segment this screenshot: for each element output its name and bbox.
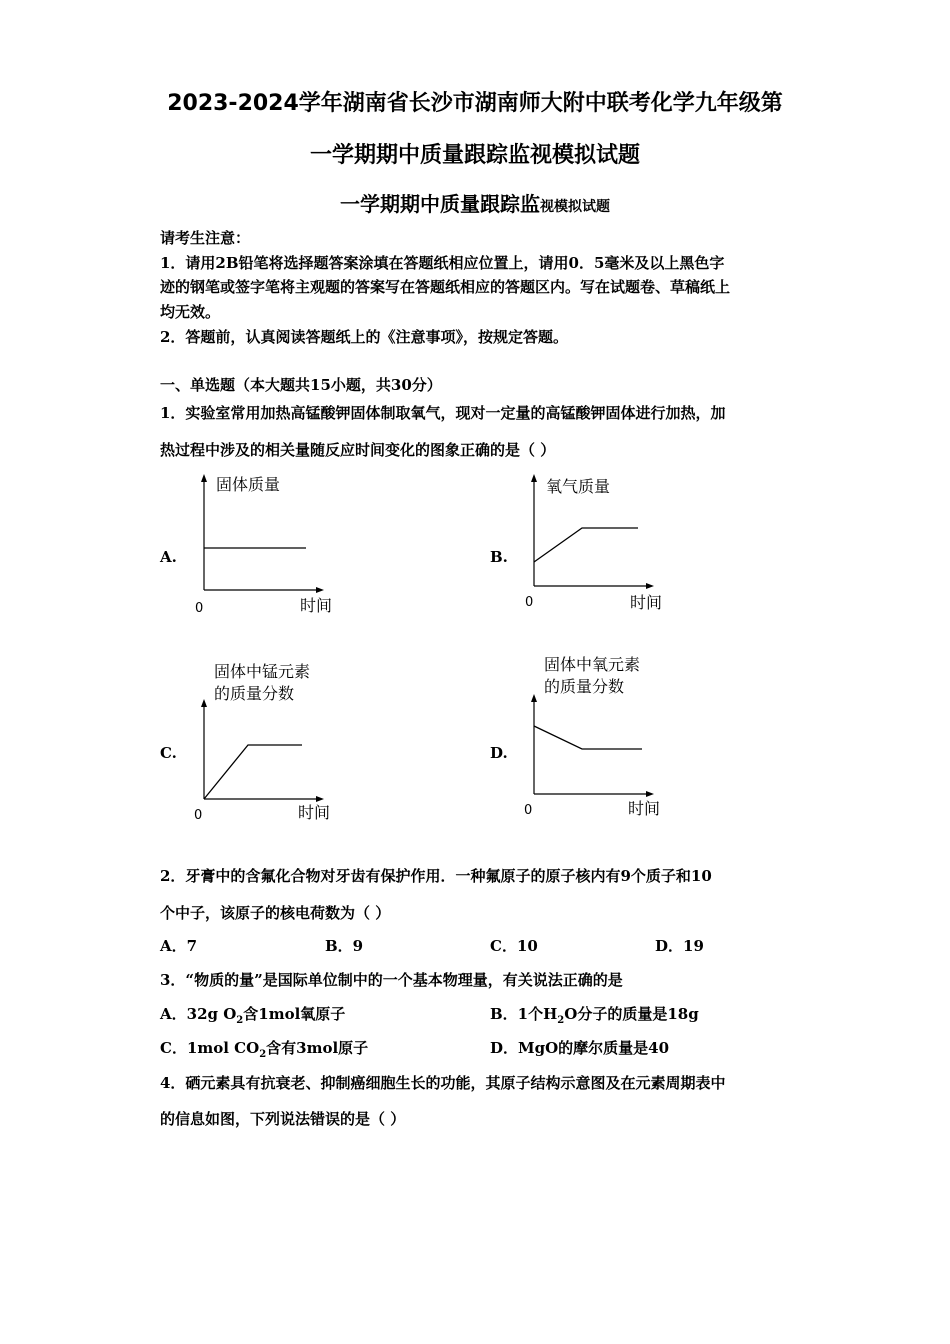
q2-option-a: A．7 [160,937,198,955]
q1-graph-b-curve [534,528,638,562]
exam-title-line3-small: 视模拟试题 [540,199,610,215]
q1-option-b-label: B. [490,548,508,566]
q4-stem-line2: 的信息如图，下列说法错误的是（ ） [160,1110,406,1128]
q2-option-c: C．10 [490,937,538,955]
notice-item1-line2: 迹的钢笔或签字笔将主观题的答案写在答题纸相应的答题区内。写在试题卷、草稿纸上 [160,278,731,296]
q1-graph-a [190,470,360,620]
q1-graph-c-y-arrow [201,699,207,707]
q1-graph-c-origin: 0 [194,808,203,823]
q1-graph-d-x-arrow [646,791,654,797]
q3-option-c-post: 含有3mol原子 [266,1039,369,1057]
q1-graph-d-xlabel: 时间 [628,799,661,818]
q1-graph-a-y-arrow [201,474,207,482]
q1-graph-b-origin: 0 [525,595,534,610]
q3-option-c-sub: 2 [259,1049,267,1060]
q1-graph-a-x-arrow [316,587,324,593]
notice-item1-line3: 均无效。 [160,303,221,321]
q1-graph-b-y-arrow [531,474,537,482]
q1-graph-c-ylabel2: 的质量分数 [214,684,295,703]
q3-option-c-pre: C．1mol CO [160,1039,260,1057]
q1-graph-d-curve [534,726,642,749]
q1-graph-a-xlabel: 时间 [300,596,333,615]
q3-stem: 3．“物质的量”是国际单位制中的一个基本物理量，有关说法正确的是 [160,971,623,989]
q2-option-b: B．9 [325,937,364,955]
q3-option-c [160,1037,368,1060]
q1-option-a-label: A. [160,548,177,566]
q2-option-d: D．19 [655,937,704,955]
q1-graph-b [520,470,690,620]
q3-option-b-pre: B．1个H [490,1005,558,1023]
q3-option-a-post: 含1mol氧原子 [243,1005,346,1023]
q1-graph-b-ylabel: 氧气质量 [546,477,611,496]
q2-stem-line2: 个中子，该原子的核电荷数为（ ） [160,904,391,922]
exam-title-line1: 2023-2024学年湖南省长沙市湖南师大附中联考化学九年级第 [167,91,783,116]
exam-title-line3-big: 一学期期中质量跟踪监 [340,192,540,216]
q4-stem-line1: 4．硒元素具有抗衰老、抑制癌细胞生长的功能，其原子结构示意图及在元素周期表中 [160,1074,726,1092]
q1-graph-d-y-arrow [531,694,537,702]
q1-graph-c-xlabel: 时间 [298,803,331,822]
q1-graph-b-x-arrow [646,583,654,589]
q1-graph-d-origin: 0 [524,803,533,818]
notice-item2: 2．答题前，认真阅读答题纸上的《注意事项》，按规定答题。 [160,328,568,346]
q1-graph-d-ylabel1: 固体中氧元素 [544,655,641,674]
q1-graph-d [520,650,690,820]
q3-option-b-sub: 2 [557,1015,565,1026]
q1-option-d-label: D. [490,744,508,762]
notice-item1-line1: 1．请用2B铅笔将选择题答案涂填在答题纸相应位置上，请用0．5毫米及以上黑色字 [160,254,725,272]
q3-option-b [490,1003,699,1026]
q1-graph-c [190,655,360,825]
q1-graph-c-curve [204,745,302,799]
q1-graph-a-ylabel: 固体质量 [216,475,281,494]
q1-stem-line2: 热过程中涉及的相关量随反应时间变化的图象正确的是（ ） [160,441,556,459]
q1-graph-c-ylabel1: 固体中锰元素 [214,662,311,681]
q3-option-a [160,1003,345,1026]
q3-option-d: D．MgO的摩尔质量是40 [490,1039,670,1057]
q1-graph-d-ylabel2: 的质量分数 [544,677,625,696]
q1-graph-c-x-arrow [316,796,324,802]
q3-option-a-sub: 2 [236,1015,244,1026]
q1-option-c-label: C. [160,744,177,762]
q2-stem-line1: 2．牙膏中的含氟化合物对牙齿有保护作用．一种氟原子的原子核内有9个质子和10 [160,867,712,885]
exam-title-line3 [0,188,950,217]
q3-option-a-pre: A．32g O [160,1005,237,1023]
q1-graph-a-origin: 0 [195,601,204,616]
section-heading: 一、单选题（本大题共15小题，共30分） [160,376,442,394]
q3-option-b-post: O分子的质量是18g [564,1005,699,1023]
exam-title-line2: 一学期期中质量跟踪监视模拟试题 [309,143,640,168]
q1-stem-line1: 1．实验室常用加热高锰酸钾固体制取氧气，现对一定量的高锰酸钾固体进行加热，加 [160,404,726,422]
q1-graph-b-xlabel: 时间 [630,593,663,612]
notice-heading: 请考生注意： [160,229,251,247]
